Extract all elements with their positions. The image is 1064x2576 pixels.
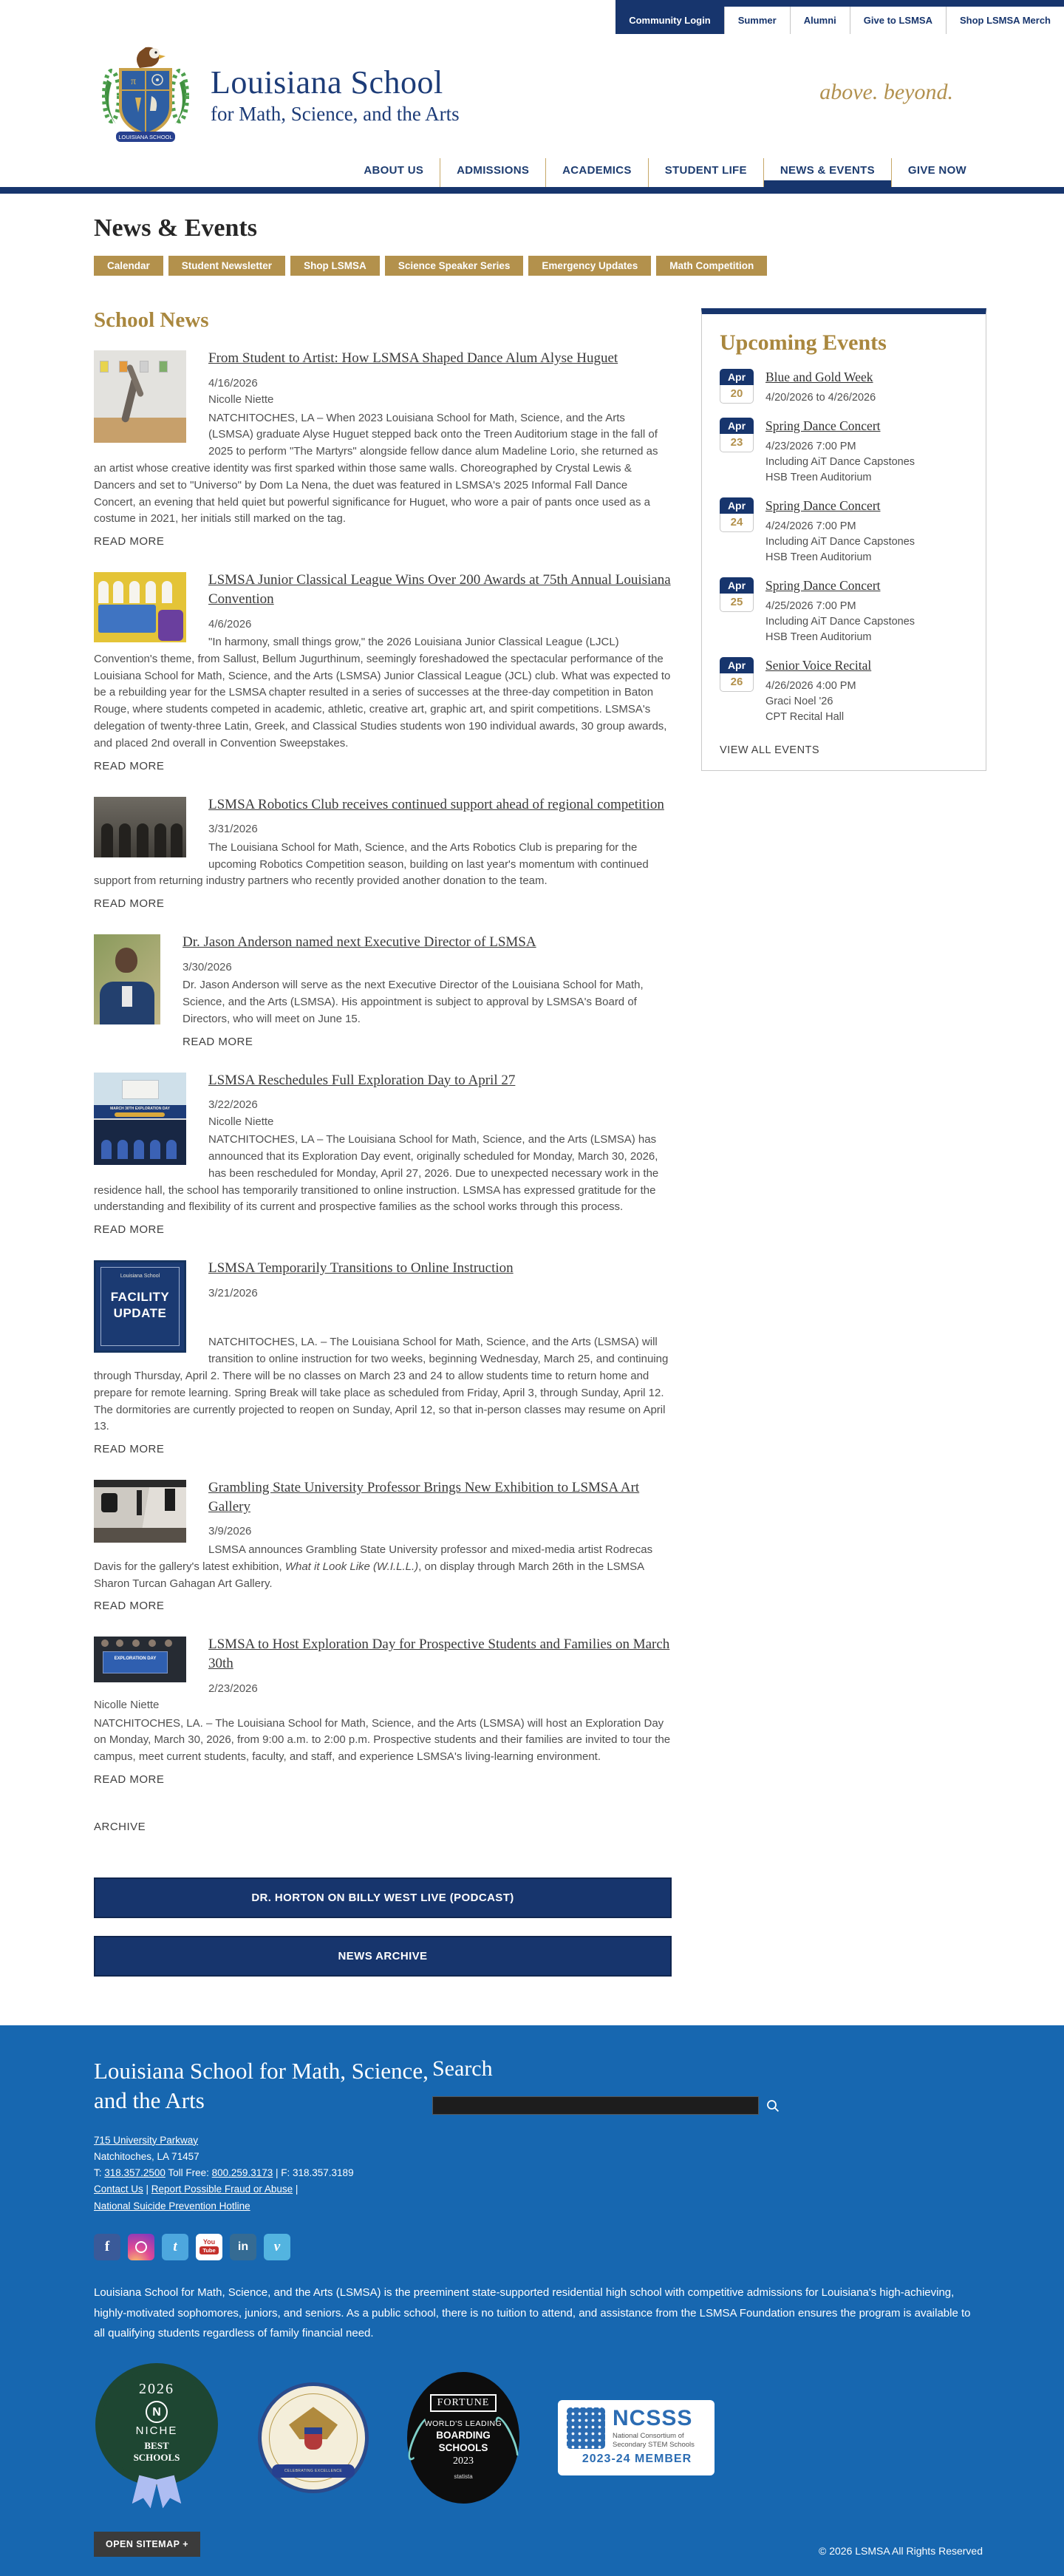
news-archive-button[interactable]: NEWS ARCHIVE <box>94 1936 672 1977</box>
article-thumbnail-jason-anderson[interactable] <box>94 934 160 1024</box>
event-location: CPT Recital Hall <box>765 711 845 724</box>
article-body: Dr. Jason Anderson will serve as the next Executive Director of the Louisiana School for Math, Science, and the Arts (LSMSA). His appointment is subject to approval by LSMSA's Board of Directors, who will meet on June 15. <box>183 979 644 1025</box>
nav-student-life[interactable]: STUDENT LIFE <box>648 158 763 187</box>
quick-links-row <box>94 256 983 276</box>
nav-give-now[interactable]: GIVE NOW <box>891 158 983 187</box>
news-article <box>94 1071 672 1237</box>
quick-link-emergency-updates[interactable]: Emergency Updates <box>528 256 651 276</box>
article-date: 3/30/2026 <box>183 960 232 973</box>
article-thumbnail-dance-alum[interactable] <box>94 350 186 443</box>
article-title-link[interactable]: Grambling State University Professor Brings New Exhibition to LSMSA Art Gallery <box>208 1480 640 1515</box>
event-title-link[interactable]: Blue and Gold Week <box>765 370 873 384</box>
footer-school-name: Louisiana School for Math, Science, and the Arts <box>94 2058 429 2114</box>
read-more-link[interactable]: READ MORE <box>94 1773 165 1787</box>
suicide-hotline-link[interactable]: National Suicide Prevention Hotline <box>94 2200 250 2212</box>
article-body: NATCHITOCHES, LA – The Louisiana School for Math, Science, and the Arts (LSMSA) has announced that its Exploration Day event, originally scheduled for Monday, March 30, 2026, has been rescheduled for Monday, April 27, 2026. Due to unexpected necessary work in the residence hall, the school has temporarily transitioned to online instruction. LSMSA has expressed gratitude for the understanding and flexibility of its current and prospective families as the school works through this process. <box>94 1133 659 1214</box>
summer-link[interactable]: Summer <box>724 7 790 34</box>
youtube-icon[interactable]: You Tube <box>196 2234 222 2260</box>
event-detail: Including AiT Dance Capstones <box>765 456 915 469</box>
article-body: NATCHITOCHES, LA. – The Louisiana School for Math, Science, and the Arts (LSMSA) will host an Exploration Day on Monday, March 30, 2026, from 9:00 a.m. to 2:00 p.m. Prospective students and their families are invited to tour the campus, meet current students, faculty, and staff, and experience LSMSA's living-learning environment. <box>94 1716 671 1764</box>
address-link[interactable]: 715 University Parkway <box>94 2134 199 2146</box>
quick-link-student-newsletter[interactable]: Student Newsletter <box>168 256 285 276</box>
read-more-link[interactable]: READ MORE <box>94 535 165 548</box>
upcoming-events-box <box>701 308 986 771</box>
event-item <box>720 418 968 486</box>
news-article <box>94 1478 672 1613</box>
school-name <box>211 44 460 158</box>
nav-about-us[interactable]: ABOUT US <box>364 164 424 177</box>
ncsss-member-badge[interactable]: NCSSS National Consortium of Secondary STEM Schools 2023-24 MEMBER <box>558 2400 715 2475</box>
page-title: News & Events <box>94 214 257 242</box>
nav-academics[interactable]: ACADEMICS <box>545 158 648 187</box>
dna-icon <box>567 2407 605 2449</box>
article-thumbnail-robotics-club[interactable] <box>94 797 186 857</box>
blue-ribbon-schools-seal[interactable]: CELEBRATING EXCELLENCE <box>258 2382 369 2493</box>
calendar-date-badge: Apr 20 <box>720 369 754 406</box>
read-more-link[interactable]: READ MORE <box>94 1443 165 1456</box>
article-date: 3/22/2026 <box>208 1098 258 1112</box>
quick-link-science-speaker-series[interactable]: Science Speaker Series <box>385 256 524 276</box>
archive-link[interactable]: ARCHIVE <box>94 1821 146 1834</box>
school-crest-logo[interactable] <box>94 44 197 148</box>
article-title-link[interactable]: From Student to Artist: How LSMSA Shaped Dance Alum Alyse Huguet <box>208 350 618 366</box>
article-body: NATCHITOCHES, LA – When 2023 Louisiana School for Math, Science, and the Arts (LSMSA) graduate Alyse Huguet stepped back onto the Treen Auditorium stage in the fall of 2025 to perform "The Martyrs" alongside fellow dance alum Madeline Lorio, she returned as an artist whose creative identity was first sparked within those same walls. Choreographed by Crystal Lewis & Dancers and set to "Universo" by Dom La Nena, the duet was featured in LSMSA's 2025 Informal Fall Dance Concert, an evening that held quiet but powerful significance for Huguet, who wore a pair of pants once used as a costume in 2021, her initials still marked on the tag. <box>94 411 658 526</box>
event-title-link[interactable]: Spring Dance Concert <box>765 578 881 594</box>
thumbnail-caption: MARCH 30TH EXPLORATION DAY <box>94 1105 186 1118</box>
event-detail: Including AiT Dance Capstones <box>765 536 915 548</box>
upcoming-events-heading: Upcoming Events <box>720 330 887 355</box>
nav-admissions[interactable]: ADMISSIONS <box>440 158 545 187</box>
search-input[interactable] <box>432 2096 759 2115</box>
read-more-link[interactable]: READ MORE <box>94 1600 165 1613</box>
calendar-date-badge: Apr 25 <box>720 577 754 645</box>
news-article <box>94 1259 672 1456</box>
svg-text:π: π <box>131 76 137 87</box>
phone-link[interactable]: 318.357.2500 <box>104 2167 166 2179</box>
search-icon[interactable] <box>766 2099 780 2113</box>
news-article <box>94 795 672 911</box>
exhibition-title: What it Look Like (W.I.L.L.) <box>284 1560 419 1573</box>
main-navigation <box>0 158 1064 187</box>
social-links-row <box>94 2234 983 2260</box>
alumni-link[interactable]: Alumni <box>790 7 850 34</box>
article-date: 3/31/2026 <box>208 823 258 836</box>
quick-link-math-competition[interactable]: Math Competition <box>656 256 767 276</box>
calendar-date-badge: Apr 26 <box>720 657 754 725</box>
news-article <box>94 571 672 772</box>
event-date: 4/25/2026 7:00 PM <box>765 600 856 613</box>
footer-description: Louisiana School for Math, Science, and the Arts (LSMSA) is the preeminent state-supported residential high school with competitive admissions for Louisiana's high-achieving, highly-motivated sophomores, juniors, and seniors. As a public school, there is no tuition to attend, and assistance from the LSMSA Foundation ensures the program is available to all qualifying students regardless of family financial need. <box>94 2286 971 2340</box>
site-footer: Louisiana School for Math, Science, and the Arts 715 University Parkway Natchitoches, LA 71457 T: 318.357.2500 Toll Free: 800.259.3173 | F: 318.357.3189 Contact Us | Report Possible Fraud or Abuse | National Suicide Prevention Hotline Search f t You Tube in v Louisiana School for Math, Science, and the Arts (LSMSA) is the preeminent state-supported residential high school with competitive admissions for Louisiana's high-achieving, highly-motivated sophomores, juniors, and seniors. As a public school, there is no tuition to attend, and assistance from the LSMSA Foundation ensures the program is available to all qualifying students regardless of family financial need. 2026 N NICHE BEST SCHOOLS CELEBRATING EXCELLENCE FORTUNE WORLD'S LEADING BOARDING SCHOOLS 2023 statista NCSSS National Consortium of Secondary STEM Schools 2023-24 MEMBER OPEN SITEMAP + © 2026 LSMSA All Rights Reserved <box>0 2025 1064 2576</box>
tollfree-link[interactable]: 800.259.3173 <box>211 2167 273 2179</box>
article-thumbnail-facility-update[interactable]: Louisiana School FACILITY UPDATE <box>94 1260 186 1353</box>
open-sitemap-button[interactable]: OPEN SITEMAP + <box>94 2532 200 2557</box>
school-name-line2: for Math, Science, and the Arts <box>211 103 460 125</box>
linkedin-icon[interactable]: in <box>230 2234 256 2260</box>
article-title-link[interactable]: LSMSA Robotics Club receives continued support ahead of regional competition <box>208 796 664 812</box>
event-title-link[interactable]: Spring Dance Concert <box>765 498 881 514</box>
instagram-icon[interactable] <box>128 2234 154 2260</box>
article-body: "In harmony, small things grow," the 2026 Louisiana Junior Classical League (LJCL) Convention's theme, from Sallust, Bellum Jugurthinum, seemingly foreshadowed the spectacular performance of the Louisiana School for Math, Science, and the Arts (LSMSA) Junior Classical League (JCL) club. What was expected to be a rebuilding year for the LSMSA chapter resulted in a series of successes at the three-day competition in Baton Rouge, where students competed in academic, athletic, creative art, graphic art, and spirit competitions. LSMSA's delegation of twenty-three Latin, Greek, and Classical Studies students won 190 individual awards, 30 group awards, and placed 2nd overall in Convention Sweepstakes. <box>94 636 671 750</box>
news-article <box>94 1635 672 1787</box>
article-author: Nicolle Niette <box>94 1699 160 1712</box>
article-thumbnail-exploration-day-flyer[interactable] <box>94 1073 186 1165</box>
search-heading: Search <box>432 2056 493 2081</box>
events-sidebar <box>701 308 986 771</box>
event-location: HSB Treen Auditorium <box>765 551 872 564</box>
article-body: The Louisiana School for Math, Science, and the Arts Robotics Club is preparing for the upcoming Robotics Competition season, building on last year's momentum with continued support from returning industry partners who recently provided another donation to the team. <box>94 840 649 888</box>
event-location: HSB Treen Auditorium <box>765 472 872 484</box>
community-login-link[interactable]: Community Login <box>615 7 724 34</box>
site-header <box>0 34 1064 158</box>
calendar-date-badge: Apr 24 <box>720 497 754 565</box>
contact-us-link[interactable]: Contact Us <box>94 2184 143 2195</box>
article-author: Nicolle Niette <box>208 393 274 407</box>
event-detail: Graci Noel '26 <box>765 696 833 708</box>
event-title-link[interactable]: Senior Voice Recital <box>765 658 872 673</box>
article-date: 3/9/2026 <box>208 1525 252 1538</box>
article-date: 4/16/2026 <box>208 376 258 390</box>
event-item <box>720 657 968 725</box>
event-item <box>720 577 968 645</box>
facebook-icon[interactable]: f <box>94 2234 120 2260</box>
article-thumbnail-jcl-group[interactable] <box>94 572 186 642</box>
article-title-link[interactable]: LSMSA Reschedules Full Exploration Day to April 27 <box>208 1072 516 1088</box>
read-more-link[interactable]: READ MORE <box>94 897 165 911</box>
podcast-button[interactable]: DR. HORTON ON BILLY WEST LIVE (PODCAST) <box>94 1877 672 1918</box>
article-thumbnail-exploration-day-group[interactable] <box>94 1637 186 1682</box>
article-thumbnail-art-gallery[interactable] <box>94 1480 186 1543</box>
article-body: LSMSA announces Grambling State University professor and mixed-media artist Rodrecas Davis for the gallery's latest exhibition, What it Look Like (W.I.L.L.), on display through March 26th in the LSMSA Sharon Turcan Gahagan Art Gallery. <box>94 1543 653 1590</box>
event-item <box>720 369 968 406</box>
event-detail: Including AiT Dance Capstones <box>765 616 915 628</box>
event-date: 4/26/2026 4:00 PM <box>765 680 856 693</box>
calendar-date-badge: Apr 23 <box>720 418 754 486</box>
news-article <box>94 349 672 548</box>
article-title-link[interactable]: Dr. Jason Anderson named next Executive Director of LSMSA <box>183 934 536 951</box>
article-title-link[interactable]: LSMSA to Host Exploration Day for Prospective Students and Families on March 30th <box>208 1637 670 1671</box>
event-item <box>720 497 968 565</box>
address-city: Natchitoches, LA 71457 <box>94 2150 200 2162</box>
article-date: 3/21/2026 <box>208 1286 258 1299</box>
school-news-column <box>94 308 672 1977</box>
copyright-text: © 2026 LSMSA All Rights Reserved <box>819 2545 983 2558</box>
nav-divider-bar <box>0 187 1064 194</box>
thumbnail-banner: EXPLORATION DAY <box>103 1651 168 1673</box>
utility-topbar <box>0 0 1064 34</box>
thumbnail-brand: Louisiana School <box>120 1274 160 1279</box>
view-all-events-link[interactable]: VIEW ALL EVENTS <box>720 744 820 757</box>
vimeo-icon[interactable]: v <box>264 2234 290 2260</box>
accreditation-badges-row <box>94 2369 983 2507</box>
article-date: 4/6/2026 <box>208 617 252 631</box>
event-location: HSB Treen Auditorium <box>765 631 872 644</box>
news-article <box>94 933 672 1049</box>
article-title-link[interactable]: LSMSA Temporarily Transitions to Online Instruction <box>208 1260 514 1277</box>
twitter-icon[interactable]: t <box>162 2234 188 2260</box>
crest-banner-text: LOUISIANA SCHOOL <box>118 134 173 140</box>
school-name-line1: Louisiana School <box>211 64 443 101</box>
report-fraud-link[interactable]: Report Possible Fraud or Abuse <box>151 2184 293 2195</box>
event-date: 4/24/2026 7:00 PM <box>765 520 856 533</box>
article-author: Nicolle Niette <box>208 1115 274 1128</box>
read-more-link[interactable]: READ MORE <box>94 1223 165 1237</box>
quick-link-calendar[interactable]: Calendar <box>94 256 163 276</box>
tagline: above. beyond. <box>819 80 953 104</box>
phone-line: T: 318.357.2500 Toll Free: 800.259.3173 | F: 318.357.3189 <box>94 2167 354 2179</box>
article-date: 2/23/2026 <box>208 1682 258 1695</box>
quick-link-shop-lsmsa[interactable]: Shop LSMSA <box>290 256 380 276</box>
shop-merch-link[interactable]: Shop LSMSA Merch <box>946 7 1064 34</box>
school-news-heading: School News <box>94 308 209 332</box>
event-title-link[interactable]: Spring Dance Concert <box>765 418 881 434</box>
niche-best-schools-badge[interactable]: 2026 N NICHE BEST SCHOOLS <box>94 2369 219 2507</box>
event-date: 4/20/2026 to 4/26/2026 <box>765 392 876 404</box>
event-date: 4/23/2026 7:00 PM <box>765 441 856 453</box>
give-to-lsmsa-link[interactable]: Give to LSMSA <box>850 7 946 34</box>
article-title-link[interactable]: LSMSA Junior Classical League Wins Over 200 Awards at 75th Annual Louisiana Convention <box>208 572 671 607</box>
read-more-link[interactable]: READ MORE <box>183 1035 253 1048</box>
fortune-boarding-schools-badge[interactable]: FORTUNE WORLD'S LEADING BOARDING SCHOOLS 2023 statista <box>407 2372 519 2504</box>
nav-news-events[interactable]: NEWS & EVENTS <box>763 158 891 187</box>
read-more-link[interactable]: READ MORE <box>94 759 165 772</box>
article-body: NATCHITOCHES, LA. – The Louisiana School for Math, Science, and the Arts (LSMSA) will transition to online instruction for two weeks, beginning Wednesday, March 25, and continuing through Thursday, April 2. There will be no classes on March 23 and 24 to allow students time to return home and prepare for remote learning. Spring Break will take place as scheduled from Friday, April 3, through Sunday, April 12. The dormitories are currently projected to reopen on Sunday, April 12, so that in-person classes may resume on April 13. <box>94 1336 669 1433</box>
